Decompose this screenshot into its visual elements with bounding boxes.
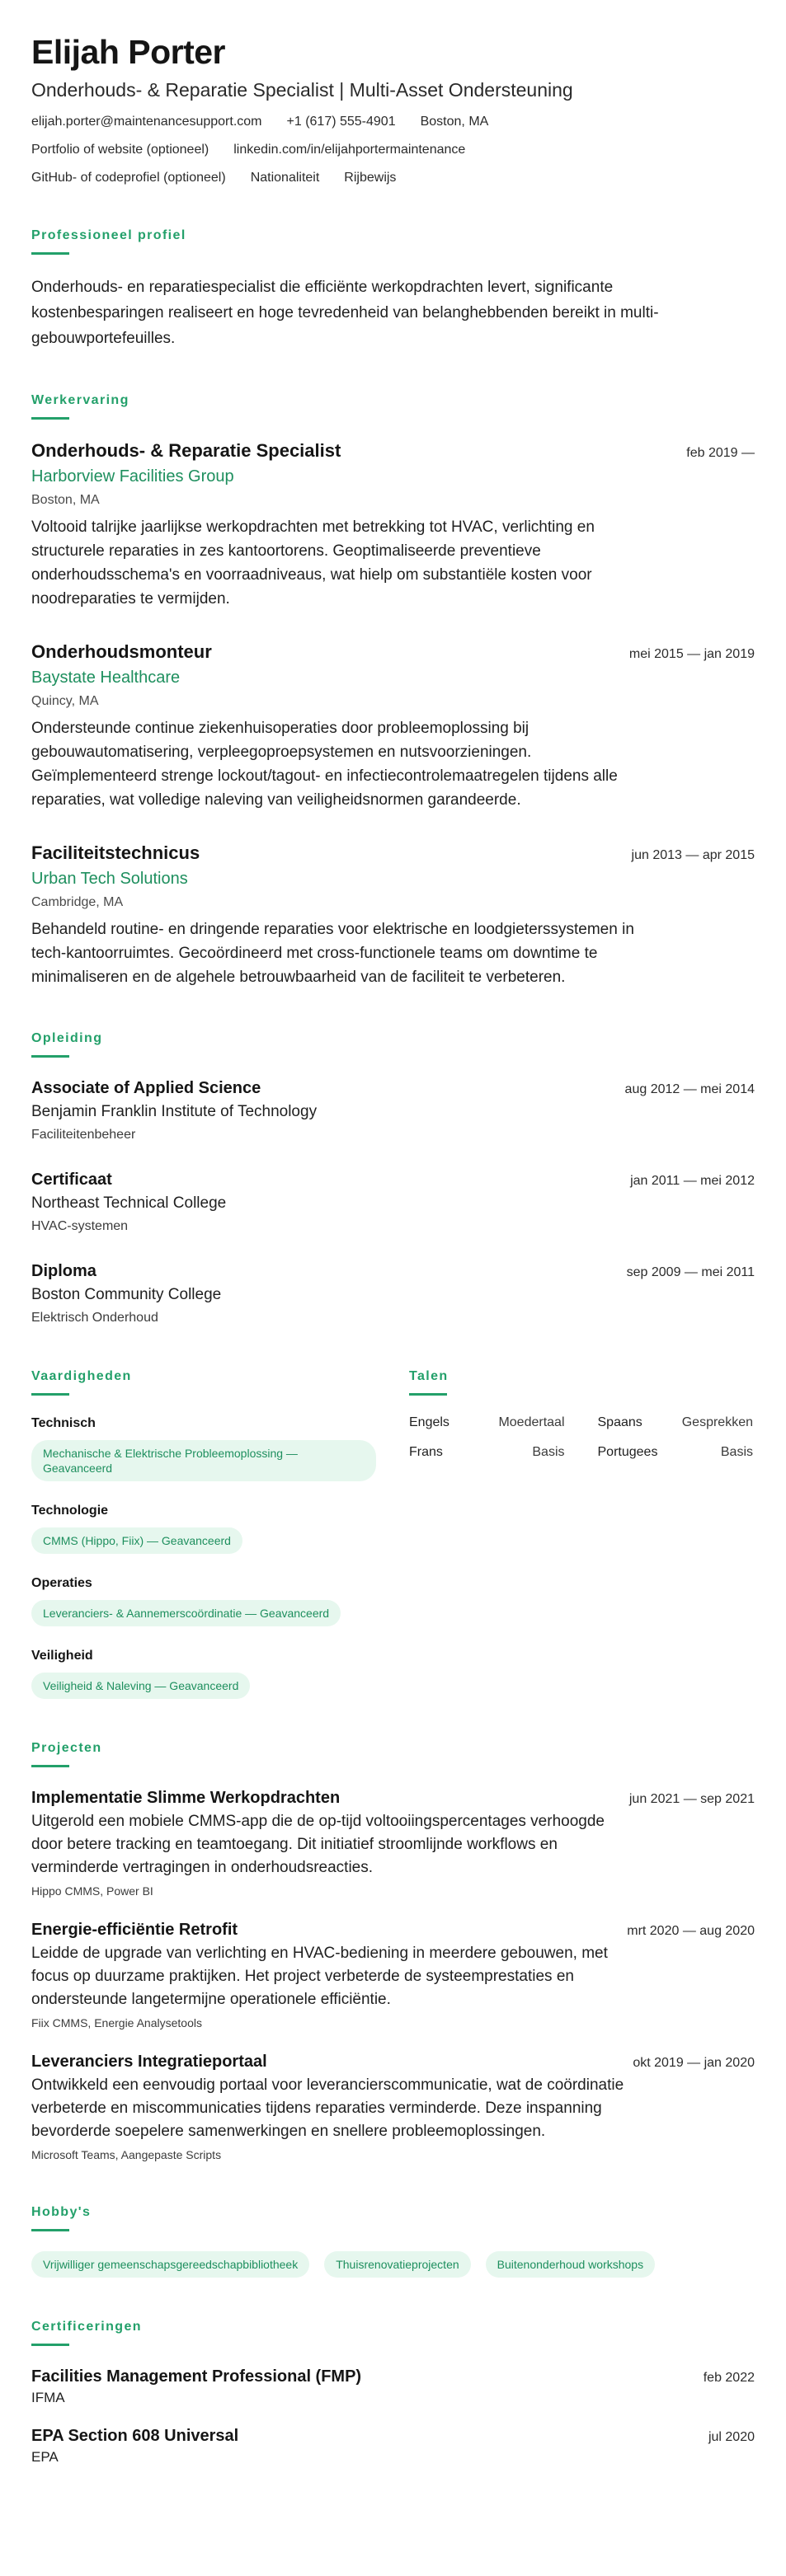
- section-title: Vaardigheden: [31, 1369, 132, 1383]
- project-title: Implementatie Slimme Werkopdrachten: [31, 1789, 341, 1807]
- section-title: Opleiding: [31, 1031, 103, 1045]
- language-list: [409, 1415, 753, 1460]
- section-divider: [31, 252, 69, 255]
- language-level: Gesprekken: [681, 1415, 753, 1429]
- section-title: Werkervaring: [31, 393, 129, 407]
- language-item: [598, 1415, 754, 1430]
- skill-pill: Leveranciers- & Aannemerscoördinatie — Geavanceerd: [31, 1600, 341, 1626]
- job-description: Behandeld routine- en dringende reparaties voor elektrische en loodgieterssystemen in tech-kantoorruimtes. Gecoördineerd met cross-functionele teams om downtime te minimaliseren en de algehele betrouwbaarheid van de faciliteit te verbeteren.: [31, 921, 634, 986]
- languages-section: [409, 1368, 753, 1699]
- hobby-pill: Vrijwilliger gemeenschapsgereedschapbibliotheek: [31, 2251, 309, 2278]
- section-title: Projecten: [31, 1741, 102, 1755]
- job-entry: [31, 640, 755, 812]
- project-description: Ontwikkeld een eenvoudig portaal voor leverancierscommunicatie, wat de coördinatie verbeterde en miscommunicaties tijdens reparaties verminderde. Deze inspanning bevorderde soepelere samenwerkingen en snellere probleemoplossingen.: [31, 2076, 624, 2140]
- degree-title: Diploma: [31, 1262, 96, 1280]
- education-section: [31, 1030, 755, 1327]
- job-date: feb 2019 —: [686, 446, 755, 460]
- nationality: Nationaliteit: [250, 171, 320, 185]
- section-divider: [31, 1765, 69, 1767]
- skill-group: [31, 1575, 376, 1626]
- job-date: mei 2015 — jan 2019: [628, 647, 755, 661]
- skill-group: [31, 1415, 376, 1481]
- portfolio-link[interactable]: Portfolio of website (optioneel): [31, 143, 209, 157]
- contact-row-3: [31, 170, 755, 186]
- education-entry: [31, 1260, 755, 1327]
- language-name: Frans: [409, 1445, 443, 1459]
- project-date: mrt 2020 — aug 2020: [627, 1924, 755, 1938]
- language-item: [598, 1445, 754, 1460]
- section-divider: [31, 2229, 69, 2231]
- education-entry: [31, 1077, 755, 1144]
- skill-category: Veiligheid: [31, 1649, 93, 1663]
- hobby-pill: Buitenonderhoud workshops: [486, 2251, 655, 2278]
- language-level: Moedertaal: [498, 1415, 565, 1429]
- skill-pill: Mechanische & Elektrische Probleemoplossing — Geavanceerd: [31, 1440, 376, 1481]
- language-level: Basis: [532, 1445, 565, 1459]
- language-item: [409, 1415, 565, 1430]
- job-entry: [31, 439, 755, 611]
- certification-entry: [31, 2366, 755, 2407]
- project-title: Leveranciers Integratieportaal: [31, 2053, 267, 2071]
- skill-group: [31, 1503, 376, 1554]
- profile-section: [31, 228, 755, 351]
- project-entry: [31, 2051, 755, 2163]
- skill-pill: Veiligheid & Naleving — Geavanceerd: [31, 1673, 250, 1699]
- skills-languages-row: [31, 1368, 755, 1699]
- project-description: Uitgerold een mobiele CMMS-app die de op-tijd voltooiingspercentages verhoogde door betere tracking en teamtoegang. Dit initiatief stroomlijnde workflows en verminderde vertragingen in onderhoudsreacties.: [31, 1813, 605, 1876]
- language-name: Spaans: [597, 1415, 642, 1429]
- contact-row-1: [31, 114, 755, 130]
- field-of-study: Elektrisch Onderhoud: [31, 1311, 158, 1325]
- section-title: Talen: [409, 1369, 449, 1383]
- candidate-name: Elijah Porter: [31, 33, 226, 71]
- certification-org: IFMA: [31, 2390, 65, 2405]
- job-description: Ondersteunde continue ziekenhuisoperaties door probleemoplossing bij gebouwautomatisering, verpleegoproepsystemen en nutsvoorzieningen. Geïmplementeerd strenge lockout/tagout- en infectiecontrolemaatregelen tijdens alle reparaties, wat volledige naleving van veiligheidsnormen garandeerde.: [31, 720, 618, 809]
- field-of-study: HVAC-systemen: [31, 1219, 129, 1233]
- skill-category: Operaties: [31, 1576, 92, 1590]
- company-name: Baystate Healthcare: [31, 669, 181, 687]
- degree-title: Associate of Applied Science: [31, 1079, 261, 1097]
- skill-category: Technisch: [31, 1416, 96, 1430]
- contact-row-2: [31, 142, 755, 158]
- project-entry: [31, 1787, 755, 1899]
- school-name: Boston Community College: [31, 1286, 222, 1303]
- hobbies-section: [31, 2204, 755, 2278]
- job-location: Cambridge, MA: [31, 895, 124, 909]
- project-tools: Microsoft Teams, Aangepaste Scripts: [31, 2148, 222, 2161]
- section-title: Hobby's: [31, 2205, 92, 2219]
- section-divider: [31, 417, 69, 420]
- location: Boston, MA: [420, 115, 489, 129]
- school-name: Benjamin Franklin Institute of Technology: [31, 1103, 318, 1120]
- certification-date: feb 2022: [703, 2371, 755, 2385]
- section-divider: [31, 1393, 69, 1396]
- certification-date: jul 2020: [708, 2430, 755, 2444]
- company-name: Harborview Facilities Group: [31, 467, 234, 486]
- company-name: Urban Tech Solutions: [31, 870, 188, 888]
- job-location: Boston, MA: [31, 493, 100, 507]
- section-title: Professioneel profiel: [31, 228, 186, 242]
- hobby-list: [31, 2251, 755, 2278]
- job-title: Onderhoudsmonteur: [31, 641, 212, 662]
- certifications-section: [31, 2319, 755, 2466]
- degree-title: Certificaat: [31, 1171, 112, 1189]
- section-divider: [31, 2344, 69, 2346]
- job-description: Voltooid talrijke jaarlijkse werkopdrachten met betrekking tot HVAC, verlichting en structurele reparaties in zes kantoortorens. Geoptimaliseerde preventieve onderhoudsschema's en voorraadniveaus, wat hielp om substantiële kosten voor noodreparaties te vermijden.: [31, 518, 595, 608]
- profile-summary: Onderhouds- en reparatiespecialist die efficiënte werkopdrachten levert, significante kostenbesparingen realiseert en hoge tevredenheid van belanghebbenden bereikt in multi-gebouwportefeuilles.: [31, 279, 659, 347]
- education-date: aug 2012 — mei 2014: [624, 1082, 755, 1096]
- job-location: Quincy, MA: [31, 694, 99, 708]
- certification-org: EPA: [31, 2449, 59, 2465]
- certification-title: Facilities Management Professional (FMP): [31, 2367, 362, 2386]
- project-date: okt 2019 — jan 2020: [633, 2056, 755, 2070]
- section-divider: [409, 1393, 447, 1396]
- hobby-pill: Thuisrenovatieprojecten: [324, 2251, 470, 2278]
- education-date: sep 2009 — mei 2011: [626, 1265, 755, 1279]
- language-item: [409, 1445, 565, 1460]
- language-level: Basis: [720, 1445, 753, 1459]
- drivers-license: Rijbewijs: [344, 171, 397, 185]
- language-name: Engels: [409, 1415, 449, 1429]
- project-tools: Hippo CMMS, Power BI: [31, 1884, 153, 1898]
- section-title: Certificeringen: [31, 2320, 142, 2334]
- field-of-study: Faciliteitenbeheer: [31, 1128, 136, 1142]
- job-entry: [31, 842, 755, 989]
- education-entry: [31, 1169, 755, 1236]
- linkedin-link[interactable]: linkedin.com/in/elijahportermaintenance: [233, 143, 466, 157]
- job-date: jun 2013 — apr 2015: [631, 848, 755, 862]
- language-name: Portugees: [597, 1445, 658, 1459]
- project-tools: Fiix CMMS, Energie Analysetools: [31, 2016, 202, 2029]
- job-title: Onderhouds- & Reparatie Specialist: [31, 440, 341, 461]
- certification-entry: [31, 2425, 755, 2466]
- section-divider: [31, 1055, 69, 1058]
- resume-header: [31, 31, 755, 186]
- project-description: Leidde de upgrade van verlichting en HVAC-bediening in meerdere gebouwen, met focus op duurzame praktijken. Het project verbeterde de systeemprestaties en ondersteunde langetermijne operationele efficiëntie.: [31, 1945, 608, 2008]
- project-entry: [31, 1919, 755, 2031]
- skills-section: [31, 1368, 376, 1699]
- phone-number: +1 (617) 555-4901: [286, 115, 396, 129]
- skill-pill: CMMS (Hippo, Fiix) — Geavanceerd: [31, 1527, 242, 1554]
- project-date: jun 2021 — sep 2021: [628, 1792, 755, 1806]
- experience-section: [31, 392, 755, 989]
- skill-group: [31, 1648, 376, 1699]
- school-name: Northeast Technical College: [31, 1194, 227, 1212]
- education-date: jan 2011 — mei 2012: [630, 1174, 755, 1188]
- github-link[interactable]: GitHub- of codeprofiel (optioneel): [31, 171, 226, 185]
- projects-section: [31, 1740, 755, 2163]
- certification-title: EPA Section 608 Universal: [31, 2427, 239, 2445]
- skill-category: Technologie: [31, 1504, 109, 1518]
- email-link[interactable]: elijah.porter@maintenancesupport.com: [31, 115, 262, 129]
- job-title: Faciliteitstechnicus: [31, 842, 200, 863]
- candidate-headline: Onderhouds- & Reparatie Specialist | Multi-Asset Ondersteuning: [31, 79, 573, 101]
- project-title: Energie-efficiëntie Retrofit: [31, 1921, 238, 1939]
